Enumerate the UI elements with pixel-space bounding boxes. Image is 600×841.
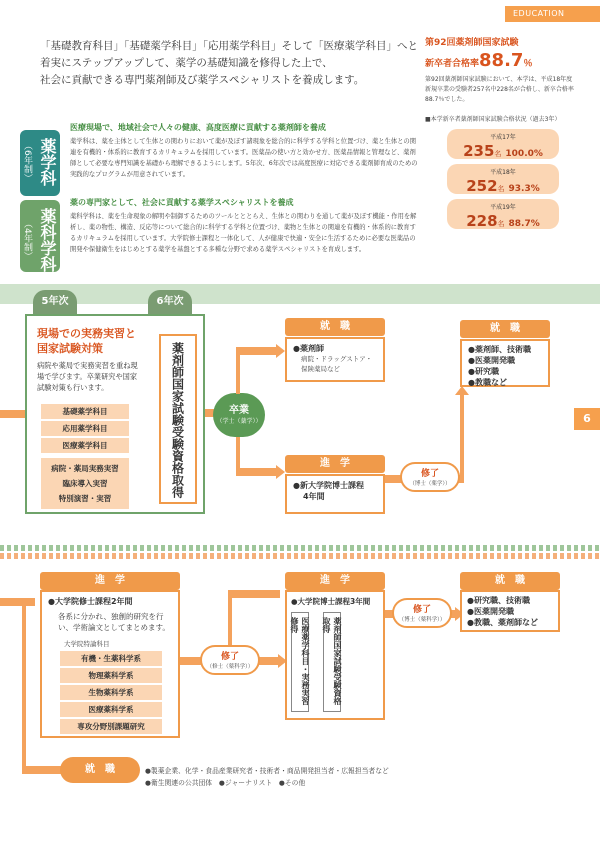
doctoral-box [285,590,385,720]
completion-label: 修了 [412,605,431,615]
to-employment-arrow [236,347,278,355]
dept-name: 薬科学科 [38,208,57,272]
stat-unit: 名 [497,220,505,228]
entry-arrow [0,410,25,418]
stat-count: 252 [466,177,498,195]
branch-line-up [236,350,240,394]
employment-line [22,605,26,770]
subject-item: 基礎薬学科目 [41,404,129,419]
pass-rate [425,50,575,71]
practice-title-line: 現場での実務実習と [37,327,136,340]
branch-line-down [236,437,240,472]
stat-year-box [447,164,559,194]
employment-detail: 病院・ドラッグストア・保険薬局など [301,355,373,373]
final-employment-item: ●薬剤師、技術職 [468,345,531,354]
doctoral-vert-label: 医療薬学科目・実務実習修得 [290,617,310,705]
specialty-item: 生物薬科学系 [60,685,162,700]
dept-years: （4年制） [22,219,32,261]
dept-years: （6年制） [22,141,32,183]
masters-completion-badge [200,645,260,675]
advance-item: ●新大学院博士課程 [293,481,364,490]
year6-badge: 6年次 [148,290,192,314]
practicum-item: 病院・薬局実務実習 [41,461,129,476]
year5-badge: 5年次 [33,290,77,314]
stat-count: 235 [463,142,495,160]
completion-label: 修了 [220,652,239,662]
final-employment-item: ●研究職、技術職 [467,596,530,605]
stats-description: 第92回薬剤師国家試験において、本学は、平成18年度新規卒業の受験者257名中228名が合格し、新卒合格率88.7％でした。 [425,76,574,103]
advance-box [285,474,385,514]
doctoral-program: ●大学院博士課程3年間 [291,597,371,606]
dept-body: 薬学科は、薬を主体として生体との関わりにおいて薬が及ぼす諸現象を総合的に科学する学科と位置づけ、薬と生体との関連を有機的・体系的に教育するカリキュラムを採用しています。医薬品の使い方と効かせ方、医薬品情報と管理など、薬剤師として必要な専門知識を基礎から理解できるようにします。5年次、6年次では高度医療に対応できる薬剤師育成のための実践的なプログラムが用意されています。 [70,138,418,178]
stat-year: 平成19年 [490,204,516,211]
practice-title-line: 国家試験対策 [37,342,103,355]
completion-line-up [460,395,464,483]
employment-item: ●薬剤師 [293,344,324,353]
employment-bottom-heading: 就 職 [60,757,140,783]
intro-text [40,38,420,89]
doctoral-completion-badge [392,598,452,628]
dept-badge-pharm-science [20,200,60,272]
subject-item: 医療薬学科目 [41,438,129,453]
employment-bottom-item: ●衛生関連の公共団体 ●ジャーナリスト ●その他 [145,779,306,787]
bottom-entry-arrow [0,598,35,606]
stat-rate: 88.7% [508,219,540,229]
stat-unit: 名 [494,150,502,158]
practicum-item: 臨床導入実習 [41,476,129,491]
specialty-item: 有機・生薬科学系 [60,651,162,666]
section-tag: EDUCATION SYSTEM [505,6,600,22]
final-employment-box [460,339,550,387]
employment-bottom-item: ●製薬企業、化学・食品産業研究者・技術者・商品開発担当者・広報担当者など [145,767,389,775]
doctoral-vert-box-2 [323,612,341,712]
specialty-item: 物理薬科学系 [60,668,162,683]
practice-title [37,326,157,356]
graduation-sub: （学士（薬学）） [216,418,262,425]
final-employment-item: ●医薬開発職 [468,356,515,365]
page-number-tab: 6 [574,408,600,430]
practicum-list [41,458,129,509]
final-employment-item: ●教職、薬剤師など [467,618,538,627]
arrow-head [455,386,469,395]
stats-title: 第92回薬剤師国家試験 [425,38,519,48]
specialty-caption: 大学院特論科目 [64,640,110,648]
employment-heading: 就 職 [285,318,385,336]
intro-line: 着実にステップアップして、薬学の基礎知識を修得した上で、 [40,57,333,69]
stat-year-box [447,199,559,229]
specialty-item: 専攻分野別課題研究 [60,719,162,734]
final-employment-item: ●研究職 [468,367,499,376]
exam-stats-panel [425,35,575,265]
to-doctoral-arrow-upper [228,590,280,598]
stat-rate: 93.3% [508,184,540,194]
intro-line: 社会に貢献できる専門薬剤師及び薬学スペシャリストを養成します。 [40,74,365,86]
completion-label: 修了 [420,469,439,479]
dept-heading: 薬の専門家として、社会に貢献する薬学スペシャリストを養成 [70,198,294,207]
pass-rate-unit: ％ [523,59,533,69]
final-employment-box-bottom [460,590,560,632]
intro-line: 「基礎教育科目」「基礎薬学科目」「応用薬学科目」そして「医療薬学科目」へと [40,40,418,52]
stat-year-box [447,129,559,159]
masters-program: ●大学院修士課程2年間 [48,597,133,606]
final-employment-heading-bottom: 就 職 [460,572,560,590]
final-employment-heading: 就 職 [460,320,550,338]
practicum-item: 特別演習・実習 [41,491,129,506]
dept-description-pharm-science [70,197,420,255]
subject-item: 応用薬学科目 [41,421,129,436]
graduation-label: 卒業 [229,405,249,416]
dept-body: 薬科学科は、薬を生命現象の解明や制御するためのツールとととらえ、生体との関わりを通して薬が及ぼす機能・作用を解析し、薬の物性、構造、反応等について総合的に科学する学科と位置づけ、薬物と生体との関連を有機的・体系的に教育するカリキュラムを採用しています。大学院修士課程と一体化して、人が健康で快適・安全に生活するために必要な医薬品の開発や保健衛生をはじめとする薬学を基盤とする多種な分野で求める薬学スペシャリストを育成します。 [70,213,417,253]
completion-sub: （修士（薬科学）） [206,664,254,670]
final-employment-item: ●医薬開発職 [467,607,514,616]
flow-band [0,284,600,304]
stat-count: 228 [466,212,498,230]
exam-qualification-label: 薬剤師国家試験受験資格取得 [170,342,185,498]
specialty-list [60,651,162,734]
stat-unit: 名 [497,185,505,193]
arrow-head [276,344,285,358]
doctoral-heading: 進 学 [285,572,385,590]
pass-rate-value: 88.7 [479,50,524,71]
employment-box [285,337,385,382]
to-employment-bottom-arrow [22,766,62,774]
advance-heading: 進 学 [285,455,385,473]
dept-name: 薬学科 [38,138,57,186]
dept-description-pharmacy [70,122,420,180]
doctoral-vert-label: 薬剤師国家試験受験資格取得 [322,617,342,705]
completion-sub: （博士（薬科学）） [398,617,446,623]
subject-list [41,402,129,455]
completion-sub: （博士（薬学）） [409,481,451,487]
specialty-item: 医療薬科学系 [60,702,162,717]
dept-heading: 医療現場で、地域社会で人々の健康、高度医療に貢献する薬剤師を養成 [70,123,326,132]
pass-rate-label: 新卒者合格率 [425,59,480,69]
stats-caption: ■本学新卒者薬剤師国家試験合格状況（過去3年） [425,116,561,123]
final-employment-item: ●教職など [468,378,507,387]
completion-badge [400,462,460,492]
employment-bottom-list [145,765,585,789]
year5-6-box [25,314,205,514]
to-advance-arrow [236,468,278,476]
completion1-line [228,590,232,645]
arrow-head [276,465,285,479]
separator-orange [0,553,600,559]
stat-rate: 100.0% [505,149,543,159]
practice-text: 病院や薬局で実務実習を重ね現場で学びます。卒業研究や国家試験対策も行います。 [37,361,138,392]
masters-text: 各系に分かれ、独創的研究を行い、学術論文としてまとめます。 [58,612,170,632]
doctoral-vert-box-1 [291,612,309,712]
masters-heading: 進 学 [40,572,180,590]
exam-qualification-box [159,334,197,504]
advance-item: 4年間 [303,492,325,501]
dept-badge-pharmacy [20,130,60,196]
stat-year: 平成18年 [490,169,516,176]
graduation-badge [213,393,265,437]
masters-box [40,590,180,738]
separator-green [0,545,600,551]
stat-year: 平成17年 [490,134,516,141]
